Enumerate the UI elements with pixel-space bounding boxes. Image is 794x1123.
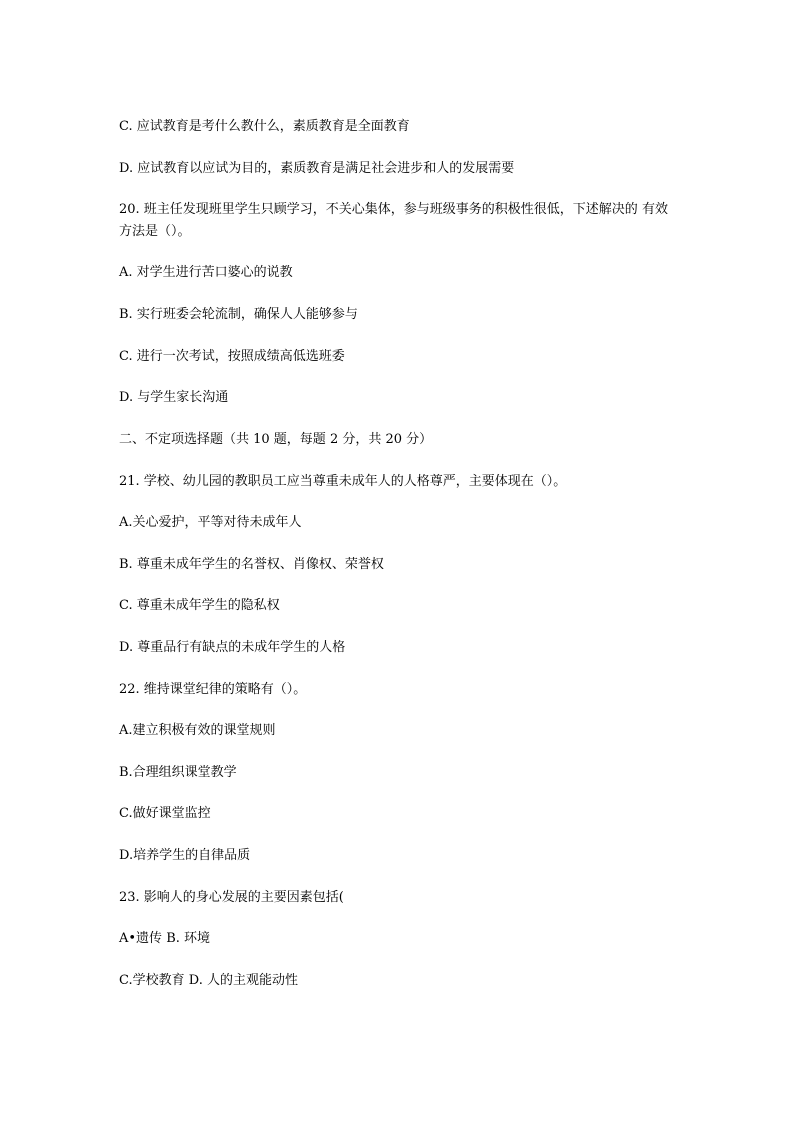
question-21: 21. 学校、幼儿园的教职员工应当尊重未成年人的人格尊严，主要体现在（）。 — [119, 474, 567, 489]
option-23ab: A•遗传 B. 环境 — [119, 931, 211, 946]
option-21d: D. 尊重品行有缺点的未成年学生的人格 — [119, 640, 346, 655]
option-21b: B. 尊重未成年学生的名誉权、肖像权、荣誉权 — [119, 557, 384, 572]
question-20: 20. 班主任发现班里学生只顾学习，不关心集体，参与班级事务的积极性很低，下述解决的 有效方法是（）。 — [119, 202, 668, 239]
option-22b: B.合理组织课堂教学 — [119, 765, 237, 780]
option-23cd: C.学校教育 D. 人的主观能动性 — [119, 973, 298, 988]
question-22: 22. 维持课堂纪律的策略有（）。 — [119, 682, 307, 697]
section-heading: 二、不定项选择题（共 10 题，每题 2 分，共 20 分） — [119, 432, 433, 447]
option-20c: C. 进行一次考试，按照成绩高低选班委 — [119, 349, 345, 364]
option-22c: C.做好课堂监控 — [119, 806, 211, 821]
option-20b: B. 实行班委会轮流制，确保人人能够参与 — [119, 307, 358, 322]
option-20d: D. 与学生家长沟通 — [119, 390, 229, 405]
option-19c: C. 应试教育是考什么教什么，素质教育是全面教育 — [119, 119, 410, 134]
question-23: 23. 影响人的身心发展的主要因素包括( — [119, 890, 344, 905]
option-19d: D. 应试教育以应试为目的，素质教育是满足社会进步和人的发展需要 — [119, 161, 515, 176]
option-21c: C. 尊重未成年学生的隐私权 — [119, 598, 280, 613]
option-21a: A.关心爱护，平等对待未成年人 — [119, 515, 302, 530]
option-22a: A.建立积极有效的课堂规则 — [119, 723, 276, 738]
option-20a: A. 对学生进行苦口婆心的说教 — [119, 265, 293, 280]
option-22d: D.培养学生的自律品质 — [119, 848, 251, 863]
